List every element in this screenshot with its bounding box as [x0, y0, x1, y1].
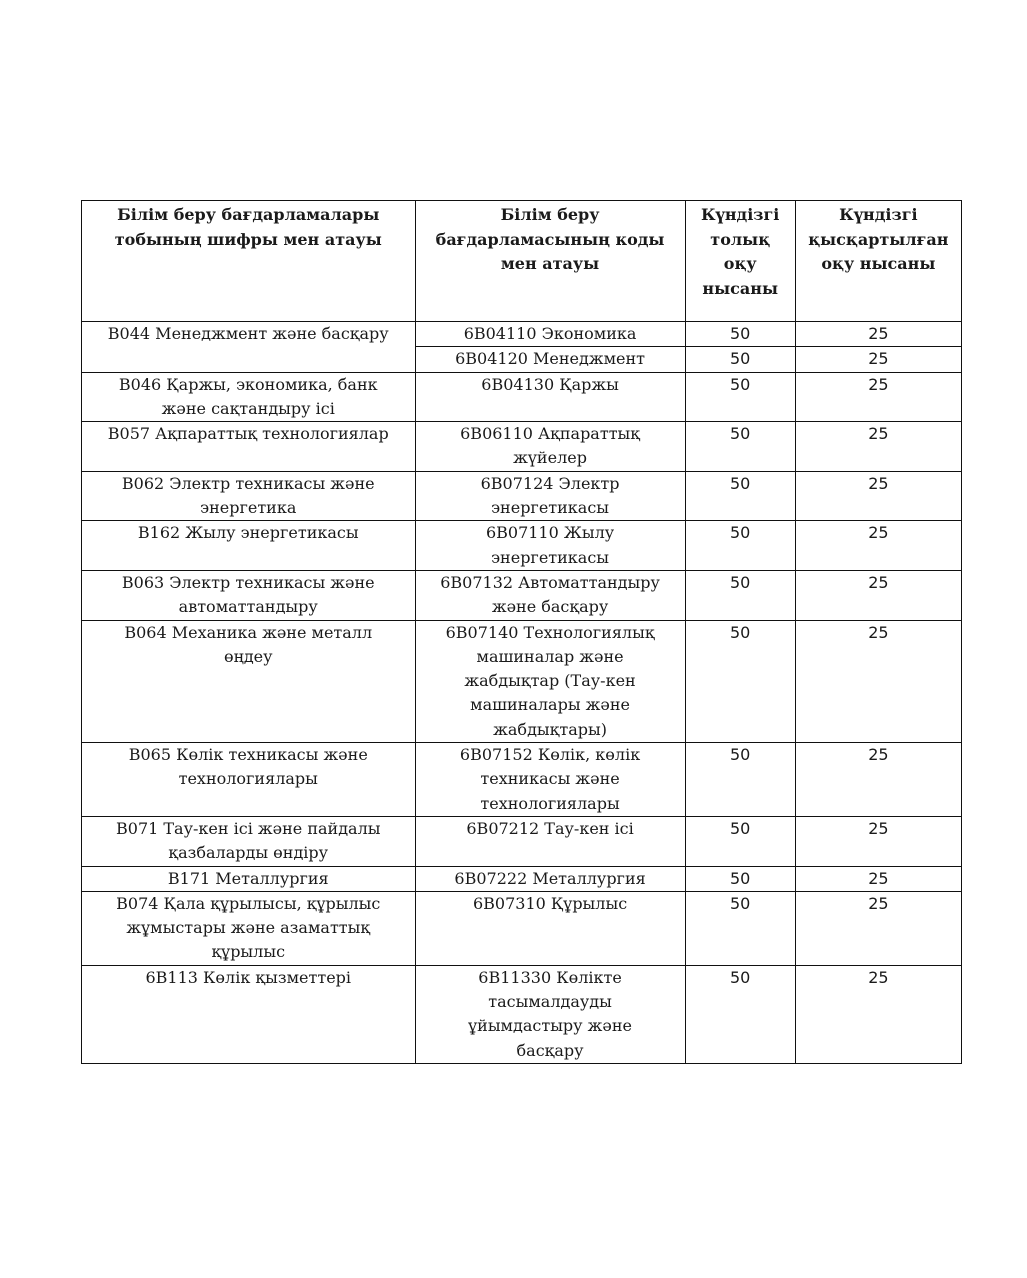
table-row: [82, 620, 962, 742]
full-time-value: 50: [730, 967, 751, 987]
full-time-cell: [685, 471, 795, 521]
shortened-value: 25: [868, 424, 889, 444]
program-name: 6B07132 Автоматтандыру және басқару: [440, 572, 660, 617]
shortened-value: 25: [868, 473, 889, 493]
shortened-cell: [795, 347, 961, 372]
shortened-value: 25: [868, 967, 889, 987]
header-group-code-name: Білім беру бағдарламалары тобының шифры мен атауы: [82, 201, 416, 322]
group-name: B044 Менеджмент және басқару: [107, 324, 389, 343]
program-cell: [415, 570, 685, 620]
group-name: B057 Ақпараттық технологиялар: [107, 424, 389, 444]
full-time-value: 50: [730, 745, 751, 765]
program-name: 6B07212 Тау-кен ісі: [466, 818, 634, 838]
shortened-cell: [795, 891, 961, 965]
program-name: 6B06110 Ақпараттық жүйелер: [460, 424, 640, 468]
full-time-value: 50: [730, 818, 751, 838]
program-cell: [415, 743, 685, 817]
full-time-cell: [685, 620, 795, 742]
program-cell: [415, 422, 685, 472]
program-name: 6B07140 Технологиялық машиналар және жабдықтар (Тау-кен машиналары және жабдықтары): [445, 622, 655, 739]
full-time-value: 50: [730, 572, 751, 592]
table-row: [82, 521, 962, 571]
program-name: 6B07222 Металлургия: [454, 868, 646, 888]
full-time-cell: [685, 891, 795, 965]
group-cell: [82, 816, 416, 866]
table-row: [82, 372, 962, 422]
shortened-value: 25: [868, 324, 889, 343]
full-time-cell: [685, 322, 795, 347]
full-time-cell: [685, 570, 795, 620]
full-time-value: 50: [730, 324, 751, 343]
shortened-value: 25: [868, 349, 889, 369]
full-time-cell: [685, 422, 795, 472]
table-row: [82, 471, 962, 521]
program-cell: [415, 521, 685, 571]
group-name: B063 Электр техникасы және автоматтандыру: [121, 572, 375, 617]
full-time-value: 50: [730, 349, 751, 369]
shortened-value: 25: [868, 745, 889, 765]
program-name: 6B07124 Электр энергетикасы: [480, 473, 620, 518]
full-time-cell: [685, 866, 795, 891]
shortened-cell: [795, 422, 961, 472]
group-name: B074 Қала құрылысы, құрылыс жұмыстары және азаматтық құрылыс: [116, 893, 381, 962]
program-name: 6B07310 Құрылыс: [472, 893, 628, 913]
full-time-value: 50: [730, 868, 751, 888]
program-cell: [415, 620, 685, 742]
shortened-value: 25: [868, 374, 889, 394]
full-time-value: 50: [730, 374, 751, 394]
programs-table: [81, 200, 962, 1064]
group-name: B162 Жылу энергетикасы: [137, 523, 359, 543]
program-name: 6B11330 Көлікте тасымалдауды ұйымдастыру және басқару: [468, 967, 632, 1060]
group-cell: [82, 521, 416, 571]
group-cell: [82, 570, 416, 620]
group-name: B046 Қаржы, экономика, банк және сақтандыру ісі: [118, 374, 378, 418]
full-time-cell: [685, 372, 795, 422]
table-body: [82, 322, 962, 1064]
full-time-cell: [685, 965, 795, 1063]
group-name: B071 Тау-кен ісі және пайдалы қазбаларды өндіру: [116, 818, 381, 863]
program-cell: [415, 866, 685, 891]
table-row: [82, 965, 962, 1063]
full-time-value: 50: [730, 622, 751, 642]
group-name: B062 Электр техникасы және энергетика: [121, 473, 375, 518]
full-time-value: 50: [730, 523, 751, 543]
full-time-value: 50: [730, 473, 751, 493]
program-name: 6B04120 Менеджмент: [455, 349, 646, 369]
shortened-value: 25: [868, 818, 889, 838]
table-row: [82, 322, 962, 347]
full-time-value: 50: [730, 424, 751, 444]
program-name: 6B07152 Көлік, көлік техникасы және технологиялары: [459, 745, 641, 813]
program-name: 6B07110 Жылу энергетикасы: [485, 523, 615, 567]
group-cell: [82, 322, 416, 373]
program-name: 6B04110 Экономика: [463, 324, 637, 343]
group-cell: [82, 471, 416, 521]
full-time-cell: [685, 347, 795, 372]
shortened-cell: [795, 471, 961, 521]
full-time-cell: [685, 743, 795, 817]
shortened-value: 25: [868, 622, 889, 642]
table-row: [82, 891, 962, 965]
shortened-cell: [795, 816, 961, 866]
table-row: [82, 570, 962, 620]
group-cell: [82, 620, 416, 742]
group-cell: [82, 422, 416, 472]
shortened-value: 25: [868, 523, 889, 543]
shortened-cell: [795, 372, 961, 422]
header-full-time: Күндізгі толық оқу нысаны: [685, 201, 795, 322]
header-shortened: Күндізгі қысқартылған оқу нысаны: [795, 201, 961, 322]
shortened-cell: [795, 743, 961, 817]
program-cell: [415, 816, 685, 866]
group-cell: [82, 891, 416, 965]
group-cell: [82, 372, 416, 422]
group-name: B065 Көлік техникасы және технологиялары: [128, 745, 368, 789]
shortened-value: 25: [868, 868, 889, 888]
group-name: B064 Механика және металл өңдеу: [124, 622, 373, 666]
group-name: B171 Металлургия: [167, 868, 329, 888]
group-cell: [82, 866, 416, 891]
group-cell: [82, 743, 416, 817]
table-row: [82, 866, 962, 891]
shortened-cell: [795, 570, 961, 620]
program-cell: [415, 347, 685, 372]
program-name: 6B04130 Қаржы: [481, 374, 619, 394]
shortened-value: 25: [868, 572, 889, 592]
table-row: [82, 743, 962, 817]
program-cell: [415, 965, 685, 1063]
shortened-cell: [795, 322, 961, 347]
table-row: [82, 816, 962, 866]
program-cell: [415, 471, 685, 521]
table-row: [82, 422, 962, 472]
full-time-cell: [685, 816, 795, 866]
full-time-value: 50: [730, 893, 751, 913]
program-cell: [415, 891, 685, 965]
shortened-value: 25: [868, 893, 889, 913]
shortened-cell: [795, 521, 961, 571]
shortened-cell: [795, 866, 961, 891]
group-cell: [82, 965, 416, 1063]
shortened-cell: [795, 965, 961, 1063]
header-program-code-name: Білім беру бағдарламасының коды мен атауы: [415, 201, 685, 322]
full-time-cell: [685, 521, 795, 571]
shortened-cell: [795, 620, 961, 742]
program-cell: [415, 322, 685, 347]
program-cell: [415, 372, 685, 422]
group-name: 6B113 Көлік қызметтері: [145, 967, 352, 987]
table-header-row: [82, 201, 962, 322]
